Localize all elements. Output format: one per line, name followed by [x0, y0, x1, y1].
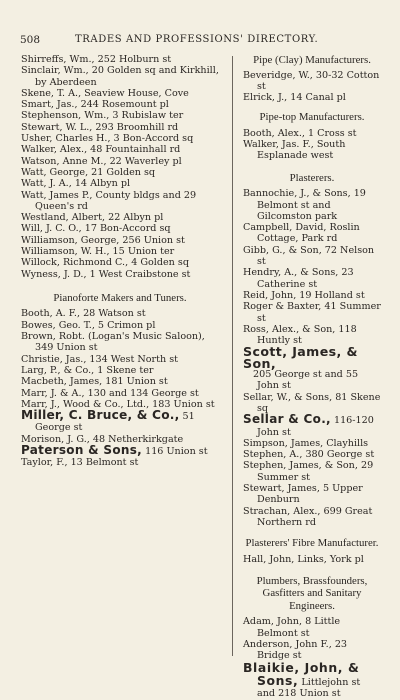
featured-name: Sellar & Co., [243, 412, 331, 427]
list-item: Watt, James P., County bldgs and 29 Queen's rd [21, 189, 197, 212]
list-item: Simpson, James, Clayhills [243, 437, 369, 449]
list-item: Reid, John, 19 Holland st [243, 289, 365, 301]
list-item: Stewart, James, 5 Upper Denburn [243, 483, 363, 506]
list-item: Watt, George, 21 Golden sq [21, 166, 156, 178]
list-item: Anderson, John F., 23 Bridge st [243, 639, 348, 662]
list-item: Brown, Robt. (Logan's Music Saloon), 349 Union st [21, 331, 205, 354]
list-item-featured [243, 414, 381, 438]
section-heading-pianoforte: Pianoforte Makers and Tuners. [53, 291, 187, 304]
right-column [243, 54, 381, 700]
featured-name: Scott, James, & Son, [243, 344, 358, 371]
left-column [21, 54, 219, 469]
list-item: Marr, J., Wood & Co., Ltd., 183 Union st [21, 398, 215, 410]
list-item: Adam, John, 8 Little Belmont st [243, 616, 341, 639]
list-item: Skene, T. A., Seaview House, Cove [21, 87, 189, 99]
section-heading-pipe-top: Pipe-top Manufacturers. [259, 111, 365, 124]
list-item-featured [243, 659, 381, 700]
list-item: Shirreffs, Wm., 252 Holburn st [21, 54, 172, 65]
list-item: Morison, J. G., 48 Netherkirkgate [21, 433, 184, 445]
list-item: Bowes, Geo. T., 5 Crimon pl [21, 319, 156, 331]
featured-address: 116 Union st [142, 446, 208, 457]
list-item: Marr, J. & A., 130 and 134 George st [21, 387, 199, 399]
list-item: Macbeth, James, 181 Union st [21, 376, 168, 388]
list-item: Sellar, W., & Sons, 81 Skene sq [243, 391, 381, 414]
list-item: Stewart, W. L., 293 Broomhill rd [21, 121, 179, 133]
list-item-featured [243, 346, 381, 391]
list-item: Beveridge, W., 30-32 Cotton st [243, 69, 380, 92]
list-item: Hendry, A., & Sons, 23 Catherine st [243, 267, 354, 290]
featured-name: Paterson & Sons, [21, 443, 143, 457]
list-item: Williamson, W. H., 15 Union ter [21, 246, 175, 258]
featured-address: 51 George st [35, 411, 195, 434]
page-number: 508 [20, 34, 41, 46]
list-item: Watson, Anne M., 22 Waverley pl [21, 155, 182, 167]
list-item: Hall, John, Links, York pl [243, 553, 364, 565]
list-item: Booth, A. F., 28 Watson st [21, 308, 146, 320]
list-item: Taylor, F., 13 Belmont st [21, 457, 139, 469]
list-item: Smart, Jas., 244 Rosemount pl [21, 99, 169, 111]
featured-name: Miller, C. Bruce, & Co., [21, 408, 180, 423]
list-item: Walker, Jas. F., South Esplanade west [243, 139, 346, 162]
list-item: Ross, Alex., & Son, 118 Huntly st [243, 323, 357, 347]
running-title: TRADES AND PROFESSIONS' DIRECTORY. [75, 34, 319, 45]
featured-address: 205 George st and 55 John st [253, 369, 359, 392]
list-item: Stephen, A., 380 George st [243, 449, 375, 461]
list-item: Stephenson, Wm., 3 Rubislaw ter [21, 110, 184, 122]
list-item: Strachan, Alex., 699 Great Northern rd [243, 505, 373, 528]
featured-address: 116-120 John st [257, 415, 374, 438]
section-heading-fibre: Plasterers' Fibre Manufacturer. [245, 537, 379, 550]
list-item: Will, J. C. O., 17 Bon-Accord sq [21, 223, 171, 235]
list-item: Christie, Jas., 134 West North st [21, 353, 178, 365]
list-item: Willock, Richmond C., 4 Golden sq [21, 257, 189, 269]
list-item: Watt, J. A., 14 Albyn pl [21, 178, 131, 190]
list-item-featured [21, 410, 219, 434]
list-item: Usher, Charles H., 3 Bon-Accord sq [21, 133, 194, 145]
list-item: Bannochie, J., & Sons, 19 Belmont st and Gilcomston park [243, 188, 366, 222]
list-item: Stephen, James, & Son, 29 Summer st [243, 460, 374, 483]
section-heading-pipe-clay: Pipe (Clay) Manufacturers. [253, 54, 371, 66]
list-item: Roger & Baxter, 41 Summer st [243, 301, 381, 324]
section-heading-plasterers: Plasterers. [289, 171, 335, 184]
list-item-featured [21, 445, 219, 457]
list-item: Elrick, J., 14 Canal pl [243, 92, 346, 104]
list-item: Walker, Alex., 48 Fountainhall rd [21, 144, 181, 156]
list-item: Gibb, G., & Son, 72 Nelson st [243, 244, 375, 268]
featured-name: Blaikie, John, & Sons, [243, 659, 360, 688]
section-heading-plumbers: Plumbers, Brassfounders, Gasfitters and Sanitary Engineers. [256, 574, 368, 612]
list-item: Campbell, David, Roslin Cottage, Park rd [243, 222, 360, 245]
list-item: Williamson, George, 256 Union st [21, 234, 185, 246]
list-item: Westland, Albert, 22 Albyn pl [21, 212, 164, 224]
list-item: Booth, Alex., 1 Cross st [243, 127, 357, 139]
list-item: Larg, P., & Co., 1 Skene ter [21, 364, 154, 376]
column-divider [232, 56, 233, 656]
featured-address: Littlejohn st and 218 Union st [257, 676, 361, 700]
list-item: Wyness, J. D., 1 West Craibstone st [21, 268, 191, 280]
list-item: Sinclair, Wm., 20 Golden sq and Kirkhill, by Aberdeen [21, 65, 219, 88]
page-header [20, 33, 380, 47]
